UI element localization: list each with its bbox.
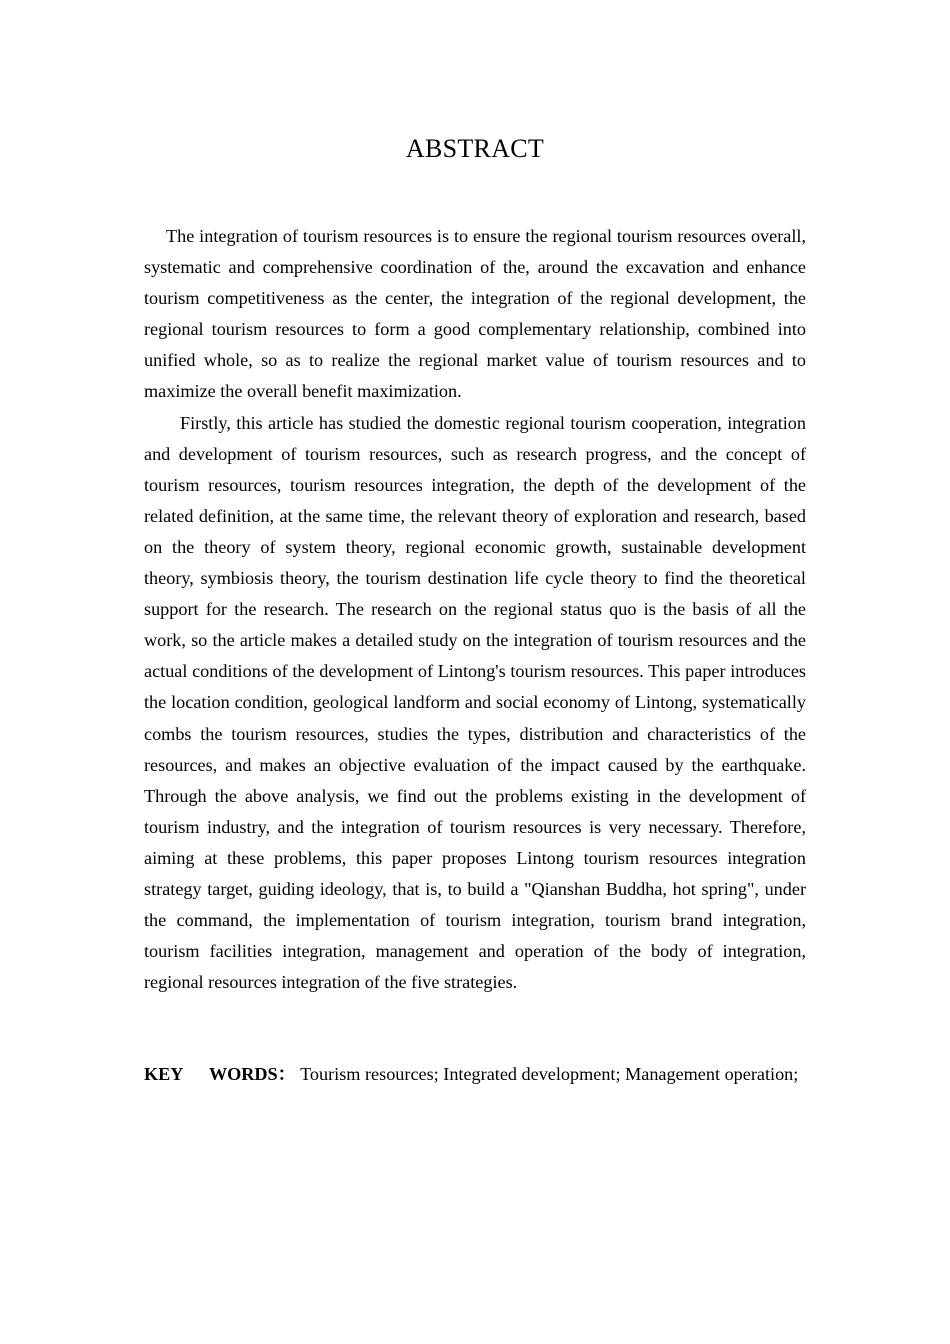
abstract-body — [144, 221, 806, 998]
abstract-paragraph-2: Firstly, this article has studied the domestic regional tourism cooperation, integration and development of tourism resources, such as research progress, and the concept of tourism resources, tourism resources integration, the depth of the development of the related definition, at the same time, the relevant theory of exploration and research, based on the theory of system theory, regional economic growth, sustainable development theory, symbiosis theory, the tourism destination life cycle theory to find the theoretical support for the research. The research on the regional status quo is the basis of all the work, so the article makes a detailed study on the integration of tourism resources and the actual conditions of the development of Lintong's tourism resources. This paper introduces the location condition, geological landform and social economy of Lintong, systematically combs the tourism resources, studies the types, distribution and characteristics of the resources, and makes an objective evaluation of the impact caused by the earthquake. Through the above analysis, we find out the problems existing in the development of tourism industry, and the integration of tourism resources is very necessary. Therefore, aiming at these problems, this paper proposes Lintong tourism resources integration strategy target, guiding ideology, that is, to build a "Qianshan Buddha, hot spring", under the command, the implementation of tourism integration, tourism brand integration, tourism facilities integration, management and operation of the body of integration, regional resources integration of the five strategies. — [144, 412, 806, 993]
keywords-text: Tourism resources; Integrated development; Management operation; — [300, 1064, 799, 1084]
abstract-paragraph-1: The integration of tourism resources is to ensure the regional tourism resources overall, systematic and comprehensive coordination of the, around the excavation and enhance tourism competitiveness as the center, the integration of the regional development, the regional tourism resources to form a good complementary relationship, combined into unified whole, so as to realize the regional market value of tourism resources and to maximize the overall benefit maximization. — [144, 226, 806, 402]
keywords-label: KEY WORDS： — [144, 1064, 296, 1084]
keywords-line — [144, 1059, 806, 1090]
abstract-title: ABSTRACT — [405, 134, 545, 163]
